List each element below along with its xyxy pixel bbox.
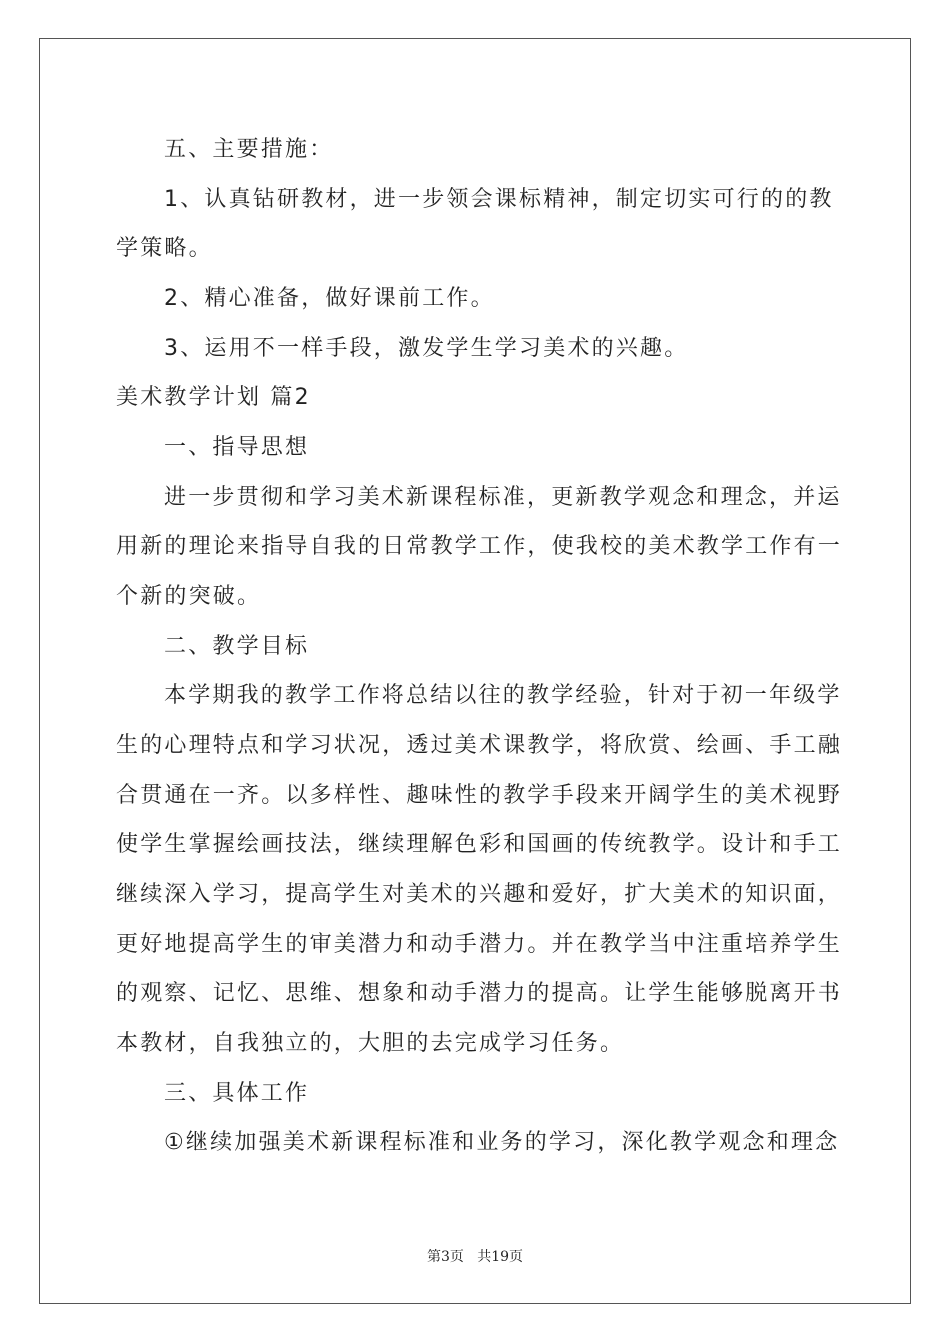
paragraph-line: 3、运用不一样手段，激发学生学习美术的兴趣。 [164, 336, 689, 361]
paragraph-line: 合贯通在一齐。以多样性、趣味性的教学手段来开阔学生的美术视野 [116, 783, 843, 808]
paragraph-line: 使学生掌握绘画技法，继续理解色彩和国画的传统教学。设计和手工 [116, 832, 843, 857]
page-border [39, 38, 911, 1304]
paragraph-line: 1、认真钻研教材，进一步领会课标精神，制定切实可行的的教 [164, 187, 834, 212]
paragraph-line: 进一步贯彻和学习美术新课程标准，更新教学观念和理念，并运 [164, 485, 842, 510]
paragraph-line: 继续深入学习，提高学生对美术的兴趣和爱好，扩大美术的知识面， [116, 882, 843, 907]
paragraph-line: 的观察、记忆、思维、想象和动手潜力的提高。让学生能够脱离开书 [116, 981, 843, 1006]
section-heading-guiding-thought: 一、指导思想 [164, 435, 310, 460]
paragraph-line: 用新的理论来指导自我的日常教学工作，使我校的美术教学工作有一 [116, 534, 843, 559]
section-heading-specific-work: 三、具体工作 [164, 1081, 310, 1106]
paragraph-line: 本学期我的教学工作将总结以往的教学经验，针对于初一年级学 [164, 683, 842, 708]
paragraph-line: 个新的突破。 [116, 584, 262, 609]
paragraph-line: 生的心理特点和学习状况，透过美术课教学，将欣赏、绘画、手工融 [116, 733, 843, 758]
page-number-footer: 第3页 共19页 [426, 1249, 524, 1265]
paragraph-line: ①继续加强美术新课程标准和业务的学习，深化教学观念和理念 [164, 1130, 840, 1155]
section-heading-measures: 五、主要措施： [164, 137, 334, 162]
paragraph-line: 本教材，自我独立的，大胆的去完成学习任务。 [116, 1031, 625, 1056]
article-title: 美术教学计划 篇2 [116, 385, 311, 410]
paragraph-line: 学策略。 [116, 236, 213, 261]
section-heading-teaching-goals: 二、教学目标 [164, 634, 310, 659]
paragraph-line: 2、精心准备，做好课前工作。 [164, 286, 495, 311]
paragraph-line: 更好地提高学生的审美潜力和动手潜力。并在教学当中注重培养学生 [116, 932, 843, 957]
